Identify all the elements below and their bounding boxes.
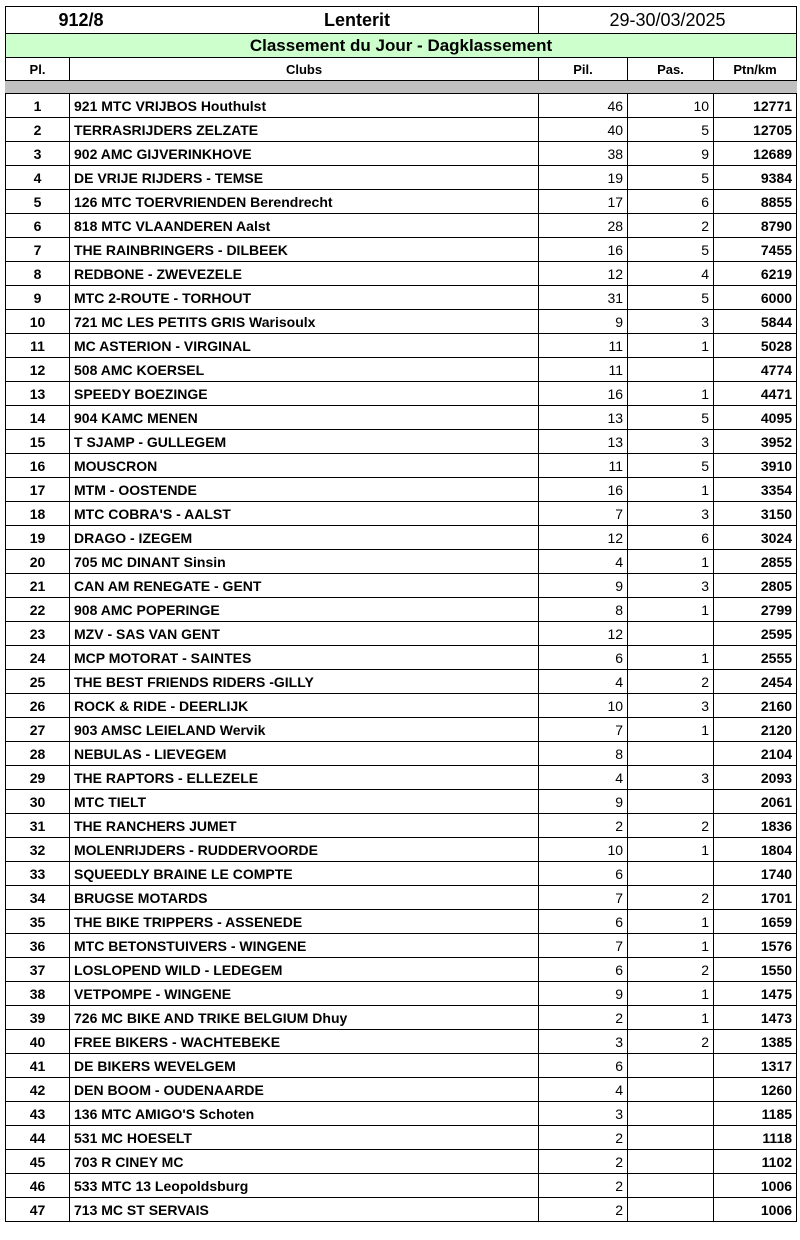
- points-cell: 2595: [714, 622, 797, 646]
- rank-cell: 9: [6, 286, 70, 310]
- passengers-cell: [628, 622, 714, 646]
- passengers-cell: [628, 1102, 714, 1126]
- table-row: [6, 574, 797, 598]
- club-cell: 533 MTC 13 Leopoldsburg: [70, 1174, 539, 1198]
- pilots-cell: 6: [539, 862, 628, 886]
- pilots-cell: 6: [539, 958, 628, 982]
- table-row: [6, 214, 797, 238]
- pilots-cell: 13: [539, 430, 628, 454]
- points-cell: 5028: [714, 334, 797, 358]
- rank-cell: 5: [6, 190, 70, 214]
- separator-row: [6, 81, 797, 94]
- rank-cell: 18: [6, 502, 70, 526]
- rank-cell: 35: [6, 910, 70, 934]
- table-row: [6, 934, 797, 958]
- passengers-cell: 5: [628, 166, 714, 190]
- rank-cell: 13: [6, 382, 70, 406]
- table-row: [6, 142, 797, 166]
- event-date: 29-30/03/2025: [539, 7, 797, 34]
- table-row: [6, 646, 797, 670]
- table-row: [6, 406, 797, 430]
- points-cell: 2799: [714, 598, 797, 622]
- points-cell: 5844: [714, 310, 797, 334]
- pilots-cell: 2: [539, 1126, 628, 1150]
- pilots-cell: 6: [539, 1054, 628, 1078]
- table-row: [6, 286, 797, 310]
- table-row: [6, 718, 797, 742]
- table-row: [6, 958, 797, 982]
- table-row: [6, 118, 797, 142]
- rank-cell: 12: [6, 358, 70, 382]
- passengers-cell: 2: [628, 214, 714, 238]
- rank-cell: 45: [6, 1150, 70, 1174]
- club-cell: FREE BIKERS - WACHTEBEKE: [70, 1030, 539, 1054]
- table-row: [6, 1078, 797, 1102]
- passengers-cell: 1: [628, 1006, 714, 1030]
- rank-cell: 4: [6, 166, 70, 190]
- club-cell: REDBONE - ZWEVEZELE: [70, 262, 539, 286]
- club-cell: 703 R CINEY MC: [70, 1150, 539, 1174]
- passengers-cell: 5: [628, 286, 714, 310]
- pilots-cell: 7: [539, 886, 628, 910]
- points-cell: 1102: [714, 1150, 797, 1174]
- club-cell: MC ASTERION - VIRGINAL: [70, 334, 539, 358]
- points-cell: 3354: [714, 478, 797, 502]
- pilots-cell: 46: [539, 94, 628, 118]
- club-cell: THE BIKE TRIPPERS - ASSENEDE: [70, 910, 539, 934]
- table-row: [6, 310, 797, 334]
- club-cell: CAN AM RENEGATE - GENT: [70, 574, 539, 598]
- passengers-cell: 5: [628, 238, 714, 262]
- club-cell: 921 MTC VRIJBOS Houthulst: [70, 94, 539, 118]
- rank-cell: 26: [6, 694, 70, 718]
- rank-cell: 23: [6, 622, 70, 646]
- points-cell: 1317: [714, 1054, 797, 1078]
- table-row: [6, 1174, 797, 1198]
- pilots-cell: 3: [539, 1030, 628, 1054]
- rank-cell: 6: [6, 214, 70, 238]
- points-cell: 12689: [714, 142, 797, 166]
- club-cell: 721 MC LES PETITS GRIS Warisoulx: [70, 310, 539, 334]
- rank-cell: 38: [6, 982, 70, 1006]
- passengers-cell: 3: [628, 502, 714, 526]
- rank-cell: 29: [6, 766, 70, 790]
- pilots-cell: 7: [539, 934, 628, 958]
- club-cell: BRUGSE MOTARDS: [70, 886, 539, 910]
- pilots-cell: 10: [539, 694, 628, 718]
- rank-cell: 21: [6, 574, 70, 598]
- table-row: [6, 742, 797, 766]
- club-cell: MTC BETONSTUIVERS - WINGENE: [70, 934, 539, 958]
- pilots-cell: 9: [539, 790, 628, 814]
- table-row: [6, 694, 797, 718]
- table-row: [6, 478, 797, 502]
- pilots-cell: 6: [539, 646, 628, 670]
- table-row: [6, 1054, 797, 1078]
- table-row: [6, 622, 797, 646]
- passengers-cell: 1: [628, 718, 714, 742]
- table-row: [6, 1030, 797, 1054]
- passengers-cell: 1: [628, 598, 714, 622]
- rank-cell: 19: [6, 526, 70, 550]
- table-row: [6, 358, 797, 382]
- table-row: [6, 886, 797, 910]
- passengers-cell: [628, 358, 714, 382]
- rank-cell: 44: [6, 1126, 70, 1150]
- table-row: [6, 550, 797, 574]
- passengers-cell: 5: [628, 406, 714, 430]
- passengers-cell: 6: [628, 526, 714, 550]
- points-cell: 4774: [714, 358, 797, 382]
- points-cell: 1740: [714, 862, 797, 886]
- passengers-cell: 2: [628, 814, 714, 838]
- pilots-cell: 13: [539, 406, 628, 430]
- passengers-cell: [628, 1198, 714, 1222]
- pilots-cell: 38: [539, 142, 628, 166]
- passengers-cell: [628, 1078, 714, 1102]
- passengers-cell: 1: [628, 550, 714, 574]
- title-row: [6, 34, 797, 58]
- pilots-cell: 2: [539, 1150, 628, 1174]
- pilots-cell: 40: [539, 118, 628, 142]
- pilots-cell: 16: [539, 478, 628, 502]
- points-cell: 2555: [714, 646, 797, 670]
- club-cell: DRAGO - IZEGEM: [70, 526, 539, 550]
- points-cell: 1006: [714, 1174, 797, 1198]
- points-cell: 1260: [714, 1078, 797, 1102]
- club-cell: NEBULAS - LIEVEGEM: [70, 742, 539, 766]
- ranking-sheet: [5, 6, 796, 1222]
- rank-cell: 2: [6, 118, 70, 142]
- club-cell: MTC COBRA'S - AALST: [70, 502, 539, 526]
- club-cell: 705 MC DINANT Sinsin: [70, 550, 539, 574]
- points-cell: 1006: [714, 1198, 797, 1222]
- club-cell: THE RANCHERS JUMET: [70, 814, 539, 838]
- club-cell: THE BEST FRIENDS RIDERS -GILLY: [70, 670, 539, 694]
- points-cell: 12771: [714, 94, 797, 118]
- points-cell: 2120: [714, 718, 797, 742]
- club-cell: TERRASRIJDERS ZELZATE: [70, 118, 539, 142]
- points-cell: 3024: [714, 526, 797, 550]
- table-row: [6, 790, 797, 814]
- passengers-cell: 10: [628, 94, 714, 118]
- club-cell: MCP MOTORAT - SAINTES: [70, 646, 539, 670]
- rank-cell: 11: [6, 334, 70, 358]
- table-row: [6, 262, 797, 286]
- rank-cell: 32: [6, 838, 70, 862]
- passengers-cell: [628, 1174, 714, 1198]
- rank-cell: 10: [6, 310, 70, 334]
- pilots-cell: 2: [539, 814, 628, 838]
- points-cell: 1836: [714, 814, 797, 838]
- table-row: [6, 814, 797, 838]
- points-cell: 2104: [714, 742, 797, 766]
- table-row: [6, 838, 797, 862]
- club-cell: 903 AMSC LEIELAND Wervik: [70, 718, 539, 742]
- rank-cell: 31: [6, 814, 70, 838]
- club-cell: MTM - OOSTENDE: [70, 478, 539, 502]
- points-cell: 1118: [714, 1126, 797, 1150]
- table-row: [6, 910, 797, 934]
- pilots-cell: 11: [539, 334, 628, 358]
- rank-cell: 20: [6, 550, 70, 574]
- pilots-cell: 4: [539, 550, 628, 574]
- rank-cell: 43: [6, 1102, 70, 1126]
- pilots-cell: 12: [539, 526, 628, 550]
- col-header-pl: Pl.: [6, 58, 70, 81]
- points-cell: 9384: [714, 166, 797, 190]
- event-name: Lenterit: [324, 9, 391, 30]
- pilots-cell: 9: [539, 574, 628, 598]
- table-row: [6, 1198, 797, 1222]
- club-cell: 902 AMC GIJVERINKHOVE: [70, 142, 539, 166]
- club-cell: MZV - SAS VAN GENT: [70, 622, 539, 646]
- pilots-cell: 9: [539, 982, 628, 1006]
- club-cell: MTC 2-ROUTE - TORHOUT: [70, 286, 539, 310]
- points-cell: 3910: [714, 454, 797, 478]
- pilots-cell: 12: [539, 622, 628, 646]
- pilots-cell: 8: [539, 742, 628, 766]
- passengers-cell: 1: [628, 382, 714, 406]
- rank-cell: 33: [6, 862, 70, 886]
- passengers-cell: 3: [628, 430, 714, 454]
- pilots-cell: 8: [539, 598, 628, 622]
- passengers-cell: [628, 790, 714, 814]
- passengers-cell: 2: [628, 1030, 714, 1054]
- club-cell: LOSLOPEND WILD - LEDEGEM: [70, 958, 539, 982]
- pilots-cell: 4: [539, 766, 628, 790]
- rank-cell: 27: [6, 718, 70, 742]
- club-cell: SQUEEDLY BRAINE LE COMPTE: [70, 862, 539, 886]
- rank-cell: 7: [6, 238, 70, 262]
- table-row: [6, 1006, 797, 1030]
- pilots-cell: 28: [539, 214, 628, 238]
- points-cell: 6000: [714, 286, 797, 310]
- pilots-cell: 2: [539, 1174, 628, 1198]
- points-cell: 2093: [714, 766, 797, 790]
- ranking-title: Classement du Jour - Dagklassement: [6, 34, 797, 58]
- pilots-cell: 2: [539, 1006, 628, 1030]
- club-cell: 508 AMC KOERSEL: [70, 358, 539, 382]
- rank-cell: 42: [6, 1078, 70, 1102]
- passengers-cell: 5: [628, 118, 714, 142]
- table-row: [6, 982, 797, 1006]
- separator-bar: [6, 81, 797, 94]
- pilots-cell: 7: [539, 718, 628, 742]
- points-cell: 1385: [714, 1030, 797, 1054]
- club-cell: 904 KAMC MENEN: [70, 406, 539, 430]
- club-cell: MOUSCRON: [70, 454, 539, 478]
- table-row: [6, 1102, 797, 1126]
- pilots-cell: 12: [539, 262, 628, 286]
- rank-cell: 14: [6, 406, 70, 430]
- passengers-cell: 3: [628, 310, 714, 334]
- rank-cell: 17: [6, 478, 70, 502]
- pilots-cell: 16: [539, 382, 628, 406]
- points-cell: 2160: [714, 694, 797, 718]
- rank-cell: 47: [6, 1198, 70, 1222]
- passengers-cell: 1: [628, 982, 714, 1006]
- passengers-cell: 3: [628, 574, 714, 598]
- passengers-cell: 1: [628, 910, 714, 934]
- table-row: [6, 190, 797, 214]
- points-cell: 1185: [714, 1102, 797, 1126]
- passengers-cell: 1: [628, 934, 714, 958]
- col-header-clubs: Clubs: [70, 58, 539, 81]
- rank-cell: 41: [6, 1054, 70, 1078]
- points-cell: 7455: [714, 238, 797, 262]
- table-row: [6, 526, 797, 550]
- table-row: [6, 382, 797, 406]
- club-cell: DE BIKERS WEVELGEM: [70, 1054, 539, 1078]
- passengers-cell: 2: [628, 958, 714, 982]
- pilots-cell: 4: [539, 670, 628, 694]
- passengers-cell: 1: [628, 838, 714, 862]
- table-row: [6, 862, 797, 886]
- club-cell: 713 MC ST SERVAIS: [70, 1198, 539, 1222]
- points-cell: 2454: [714, 670, 797, 694]
- table-row: [6, 334, 797, 358]
- points-cell: 6219: [714, 262, 797, 286]
- pilots-cell: 10: [539, 838, 628, 862]
- table-row: [6, 598, 797, 622]
- passengers-cell: [628, 1126, 714, 1150]
- pilots-cell: 9: [539, 310, 628, 334]
- points-cell: 1475: [714, 982, 797, 1006]
- column-header-row: [6, 58, 797, 81]
- rank-cell: 24: [6, 646, 70, 670]
- points-cell: 1550: [714, 958, 797, 982]
- pilots-cell: 16: [539, 238, 628, 262]
- rank-cell: 36: [6, 934, 70, 958]
- points-cell: 3150: [714, 502, 797, 526]
- table-row: [6, 454, 797, 478]
- rank-cell: 25: [6, 670, 70, 694]
- table-row: [6, 238, 797, 262]
- passengers-cell: 9: [628, 142, 714, 166]
- passengers-cell: 3: [628, 694, 714, 718]
- points-cell: 2805: [714, 574, 797, 598]
- pilots-cell: 6: [539, 910, 628, 934]
- table-row: [6, 1126, 797, 1150]
- passengers-cell: 2: [628, 886, 714, 910]
- club-cell: 136 MTC AMIGO'S Schoten: [70, 1102, 539, 1126]
- club-cell: MTC TIELT: [70, 790, 539, 814]
- passengers-cell: [628, 1054, 714, 1078]
- col-header-pil: Pil.: [539, 58, 628, 81]
- pilots-cell: 4: [539, 1078, 628, 1102]
- points-cell: 8790: [714, 214, 797, 238]
- pilots-cell: 2: [539, 1198, 628, 1222]
- club-cell: 531 MC HOESELT: [70, 1126, 539, 1150]
- passengers-cell: 1: [628, 646, 714, 670]
- rank-cell: 30: [6, 790, 70, 814]
- passengers-cell: [628, 742, 714, 766]
- pilots-cell: 7: [539, 502, 628, 526]
- rank-cell: 3: [6, 142, 70, 166]
- points-cell: 3952: [714, 430, 797, 454]
- pilots-cell: 11: [539, 454, 628, 478]
- club-cell: 818 MTC VLAANDEREN Aalst: [70, 214, 539, 238]
- rank-cell: 37: [6, 958, 70, 982]
- col-header-pts: Ptn/km: [714, 58, 797, 81]
- table-row: [6, 166, 797, 190]
- points-cell: 1659: [714, 910, 797, 934]
- pilots-cell: 3: [539, 1102, 628, 1126]
- club-cell: 726 MC BIKE AND TRIKE BELGIUM Dhuy: [70, 1006, 539, 1030]
- rank-cell: 40: [6, 1030, 70, 1054]
- points-cell: 2855: [714, 550, 797, 574]
- club-cell: SPEEDY BOEZINGE: [70, 382, 539, 406]
- table-row: [6, 502, 797, 526]
- rank-cell: 1: [6, 94, 70, 118]
- points-cell: 1473: [714, 1006, 797, 1030]
- passengers-cell: 2: [628, 670, 714, 694]
- points-cell: 1701: [714, 886, 797, 910]
- rank-cell: 46: [6, 1174, 70, 1198]
- rank-cell: 28: [6, 742, 70, 766]
- pilots-cell: 11: [539, 358, 628, 382]
- club-cell: T SJAMP - GULLEGEM: [70, 430, 539, 454]
- rank-cell: 15: [6, 430, 70, 454]
- club-cell: ROCK & RIDE - DEERLIJK: [70, 694, 539, 718]
- rank-cell: 34: [6, 886, 70, 910]
- passengers-cell: 5: [628, 454, 714, 478]
- passengers-cell: 1: [628, 478, 714, 502]
- points-cell: 8855: [714, 190, 797, 214]
- rank-cell: 39: [6, 1006, 70, 1030]
- passengers-cell: 4: [628, 262, 714, 286]
- header-row: [6, 7, 797, 34]
- passengers-cell: [628, 862, 714, 886]
- points-cell: 12705: [714, 118, 797, 142]
- col-header-pas: Pas.: [628, 58, 714, 81]
- club-cell: MOLENRIJDERS - RUDDERVOORDE: [70, 838, 539, 862]
- table-row: [6, 670, 797, 694]
- club-cell: VETPOMPE - WINGENE: [70, 982, 539, 1006]
- points-cell: 2061: [714, 790, 797, 814]
- table-row: [6, 94, 797, 118]
- passengers-cell: 3: [628, 766, 714, 790]
- table-row: [6, 766, 797, 790]
- points-cell: 4095: [714, 406, 797, 430]
- table-row: [6, 1150, 797, 1174]
- rank-cell: 8: [6, 262, 70, 286]
- club-cell: DEN BOOM - OUDENAARDE: [70, 1078, 539, 1102]
- pilots-cell: 19: [539, 166, 628, 190]
- club-cell: 126 MTC TOERVRIENDEN Berendrecht: [70, 190, 539, 214]
- pilots-cell: 17: [539, 190, 628, 214]
- rank-cell: 16: [6, 454, 70, 478]
- club-cell: DE VRIJE RIJDERS - TEMSE: [70, 166, 539, 190]
- points-cell: 1804: [714, 838, 797, 862]
- points-cell: 4471: [714, 382, 797, 406]
- rank-cell: 22: [6, 598, 70, 622]
- points-cell: 1576: [714, 934, 797, 958]
- club-cell: THE RAPTORS - ELLEZELE: [70, 766, 539, 790]
- table-row: [6, 430, 797, 454]
- passengers-cell: [628, 1150, 714, 1174]
- header-code-event: [6, 7, 539, 34]
- passengers-cell: 6: [628, 190, 714, 214]
- club-cell: 908 AMC POPERINGE: [70, 598, 539, 622]
- pilots-cell: 31: [539, 286, 628, 310]
- ranking-table: [5, 6, 797, 1222]
- event-code: 912/8: [58, 9, 104, 30]
- passengers-cell: 1: [628, 334, 714, 358]
- club-cell: THE RAINBRINGERS - DILBEEK: [70, 238, 539, 262]
